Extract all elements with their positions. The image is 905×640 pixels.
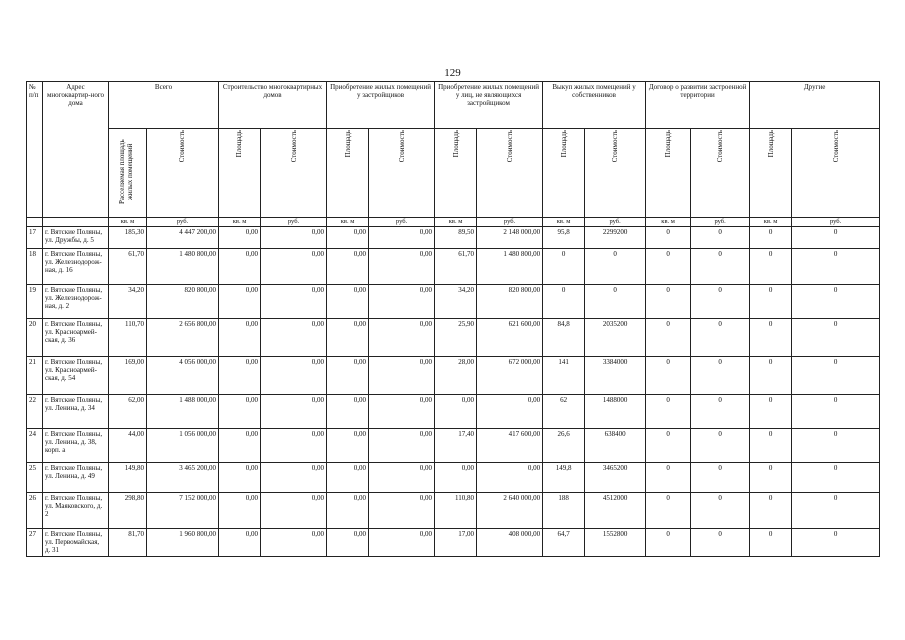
table-row [27,395,880,429]
unit-cell: кв. м [750,218,792,227]
row-value: 0 [750,285,792,319]
unit-cell: кв. м [109,218,147,227]
unit-cell: кв. м [327,218,369,227]
row-value: 0,00 [369,227,435,249]
row-value: 1 056 000,00 [147,429,219,463]
header-group-total: Всего [109,82,219,129]
row-value: 0,00 [327,529,369,557]
row-value: 2035200 [585,319,646,357]
row-value: 149,8 [543,463,585,493]
row-number: 24 [27,429,43,463]
header-sub: Стоимость [691,129,750,218]
unit-cell: кв. м [543,218,585,227]
row-value: 0,00 [477,463,543,493]
row-value: 28,00 [435,357,477,395]
row-value: 0,00 [261,249,327,285]
row-value: 3465200 [585,463,646,493]
row-value: 0 [646,357,691,395]
header-sub: Стоимость [369,129,435,218]
row-value: 110,80 [435,493,477,529]
unit-cell: кв. м [646,218,691,227]
row-number: 19 [27,285,43,319]
table-row [27,429,880,463]
row-value: 0,00 [327,227,369,249]
unit-cell: руб. [792,218,880,227]
row-value: 25,90 [435,319,477,357]
row-value: 64,7 [543,529,585,557]
row-value: 0,00 [327,319,369,357]
header-sub: Стоимость [147,129,219,218]
row-value: 2 656 800,00 [147,319,219,357]
row-value: 0,00 [369,429,435,463]
row-value: 7 152 000,00 [147,493,219,529]
row-value: 1 960 800,00 [147,529,219,557]
row-value: 0 [750,395,792,429]
row-value: 61,70 [435,249,477,285]
table-row [27,285,880,319]
row-value: 0 [750,227,792,249]
row-value: 84,8 [543,319,585,357]
row-value: 0,00 [369,357,435,395]
row-address: г. Вятские Поляны, ул. Ленина, д. 38, корп. а [43,429,109,463]
header-address: Адрес многоквартир-ного дома [43,82,109,218]
row-value: 62,00 [109,395,147,429]
header-group-purchase-non-developers: Приобретение жилых помещений у лиц, не являющихся застройщиком [435,82,543,129]
row-value: 0,00 [219,493,261,529]
row-address: г. Вятские Поляны, ул. Железнодорож-ная, д. 2 [43,285,109,319]
row-value: 0 [691,357,750,395]
unit-cell: руб. [369,218,435,227]
row-address: г. Вятские Поляны, ул. Железнодорож-ная, д. 16 [43,249,109,285]
row-value: 2 640 000,00 [477,493,543,529]
header-group-buyout: Выкуп жилых помещений у собственников [543,82,646,129]
row-value: 149,80 [109,463,147,493]
row-address: г. Вятские Поляны, ул. Первомайская, д. 31 [43,529,109,557]
row-value: 1552800 [585,529,646,557]
row-value: 0,00 [327,285,369,319]
table-row [27,319,880,357]
row-number: 21 [27,357,43,395]
row-value: 0 [792,529,880,557]
table-row [27,463,880,493]
row-value: 298,80 [109,493,147,529]
row-value: 0,00 [219,395,261,429]
row-number: 22 [27,395,43,429]
row-value: 0,00 [219,463,261,493]
row-value: 0 [792,463,880,493]
row-value: 0,00 [261,493,327,529]
row-value: 0,00 [369,493,435,529]
row-value: 0 [792,319,880,357]
row-value: 3384000 [585,357,646,395]
header-sub: Площадь [435,129,477,218]
row-value: 0 [792,357,880,395]
row-value: 2 148 000,00 [477,227,543,249]
row-value: 820 800,00 [477,285,543,319]
row-value: 0 [585,249,646,285]
row-value: 0 [646,319,691,357]
table-row [27,249,880,285]
row-value: 0 [585,285,646,319]
row-value: 0,00 [369,249,435,285]
unit-cell: руб. [691,218,750,227]
row-value: 0 [646,493,691,529]
row-value: 110,70 [109,319,147,357]
row-value: 0 [691,227,750,249]
table-row [27,493,880,529]
row-value: 0,00 [261,319,327,357]
row-value: 0,00 [219,429,261,463]
row-value: 0 [691,249,750,285]
unit-cell: руб. [261,218,327,227]
units-row [27,218,880,227]
row-value: 0 [750,319,792,357]
header-group-other: Другие [750,82,880,129]
row-value: 0,00 [219,227,261,249]
unit-cell: руб. [147,218,219,227]
row-value: 0 [691,319,750,357]
row-value: 0 [792,227,880,249]
row-value: 0,00 [219,319,261,357]
row-value: 0,00 [327,463,369,493]
row-value: 0 [691,395,750,429]
unit-cell: кв. м [435,218,477,227]
row-value: 0 [750,249,792,285]
header-sub: Стоимость [585,129,646,218]
row-value: 0 [792,249,880,285]
row-value: 0,00 [327,429,369,463]
row-value: 188 [543,493,585,529]
row-value: 141 [543,357,585,395]
row-value: 34,20 [109,285,147,319]
table-row [27,227,880,249]
row-value: 0 [750,357,792,395]
row-value: 0,00 [219,529,261,557]
row-number: 26 [27,493,43,529]
header-sub: Площадь [750,129,792,218]
row-value: 81,70 [109,529,147,557]
row-value: 0 [646,285,691,319]
unit-cell: кв. м [219,218,261,227]
row-address: г. Вятские Поляны, ул. Красноармей-ская, д. 54 [43,357,109,395]
header-sub: Площадь [327,129,369,218]
row-value: 0 [543,249,585,285]
row-value: 0 [691,463,750,493]
row-value: 61,70 [109,249,147,285]
row-value: 0,00 [261,429,327,463]
row-value: 820 800,00 [147,285,219,319]
row-value: 0,00 [369,529,435,557]
row-value: 638400 [585,429,646,463]
row-value: 0,00 [327,493,369,529]
row-value: 0,00 [435,463,477,493]
row-value: 0,00 [369,395,435,429]
row-value: 17,00 [435,529,477,557]
row-value: 0 [750,529,792,557]
row-value: 17,40 [435,429,477,463]
row-value: 34,20 [435,285,477,319]
row-value: 0 [750,463,792,493]
page-number: 129 [444,67,461,79]
row-number: 17 [27,227,43,249]
row-value: 1 480 800,00 [147,249,219,285]
row-address: г. Вятские Поляны, ул. Дружбы, д. 5 [43,227,109,249]
row-value: 0 [646,529,691,557]
header-sub: Стоимость [792,129,880,218]
row-value: 185,30 [109,227,147,249]
row-value: 0 [543,285,585,319]
row-value: 408 000,00 [477,529,543,557]
header-sub: Стоимость [477,129,543,218]
row-value: 0,00 [261,529,327,557]
row-value: 0,00 [261,463,327,493]
header-sub: Стоимость [261,129,327,218]
row-value: 0 [691,285,750,319]
row-value: 0 [646,463,691,493]
row-value: 0 [792,429,880,463]
row-value: 0,00 [369,319,435,357]
row-value: 2299200 [585,227,646,249]
row-value: 672 000,00 [477,357,543,395]
row-number: 27 [27,529,43,557]
row-value: 0 [750,493,792,529]
row-number: 18 [27,249,43,285]
row-value: 95,8 [543,227,585,249]
table-row [27,529,880,557]
row-value: 4 056 000,00 [147,357,219,395]
row-value: 0,00 [435,395,477,429]
row-value: 621 600,00 [477,319,543,357]
row-value: 1488000 [585,395,646,429]
row-value: 0,00 [327,357,369,395]
row-value: 0 [750,429,792,463]
row-value: 0 [792,395,880,429]
header-group-row [27,82,880,129]
row-value: 0 [646,227,691,249]
row-address: г. Вятские Поляны, ул. Маяковского, д. 2 [43,493,109,529]
row-value: 0 [646,395,691,429]
row-value: 0 [691,529,750,557]
row-value: 3 465 200,00 [147,463,219,493]
row-value: 62 [543,395,585,429]
row-value: 89,50 [435,227,477,249]
header-group-construction: Строительство многоквартирных домов [219,82,327,129]
header-no: № п/п [27,82,43,218]
row-value: 0 [646,429,691,463]
header-sub: Площадь [646,129,691,218]
row-value: 0 [792,285,880,319]
row-value: 0,00 [261,395,327,429]
row-value: 44,00 [109,429,147,463]
row-value: 0,00 [261,285,327,319]
resettlement-table [26,81,880,557]
row-value: 0,00 [219,357,261,395]
row-value: 0,00 [219,249,261,285]
row-address: г. Вятские Поляны, ул. Ленина, д. 49 [43,463,109,493]
unit-cell: руб. [585,218,646,227]
header-sub-row [27,129,880,218]
row-value: 1 488 000,00 [147,395,219,429]
row-value: 0,00 [477,395,543,429]
row-value: 1 480 800,00 [477,249,543,285]
header-sub: Расселяемая площадь жилых помещений [109,129,147,218]
row-value: 0,00 [369,285,435,319]
row-value: 26,6 [543,429,585,463]
row-value: 4 447 200,00 [147,227,219,249]
row-value: 0,00 [327,249,369,285]
row-value: 0,00 [261,357,327,395]
header-group-purchase-developers: Приобретение жилых помещений у застройщиков [327,82,435,129]
row-number: 25 [27,463,43,493]
row-address: г. Вятские Поляны, ул. Ленина, д. 34 [43,395,109,429]
table-row [27,357,880,395]
row-value: 0,00 [369,463,435,493]
row-value: 0 [691,429,750,463]
row-value: 0 [646,249,691,285]
row-number: 20 [27,319,43,357]
header-sub: Площадь [543,129,585,218]
header-group-development-agreement: Договор о развитии застроенной территории [646,82,750,129]
row-value: 4512000 [585,493,646,529]
header-sub: Площадь [219,129,261,218]
table-body [27,218,880,557]
row-address: г. Вятские Поляны, ул. Красноармей-ская, д. 36 [43,319,109,357]
row-value: 0 [691,493,750,529]
row-value: 0,00 [327,395,369,429]
unit-cell: руб. [477,218,543,227]
row-value: 0,00 [219,285,261,319]
row-value: 169,00 [109,357,147,395]
row-value: 0 [792,493,880,529]
row-value: 0,00 [261,227,327,249]
row-value: 417 600,00 [477,429,543,463]
